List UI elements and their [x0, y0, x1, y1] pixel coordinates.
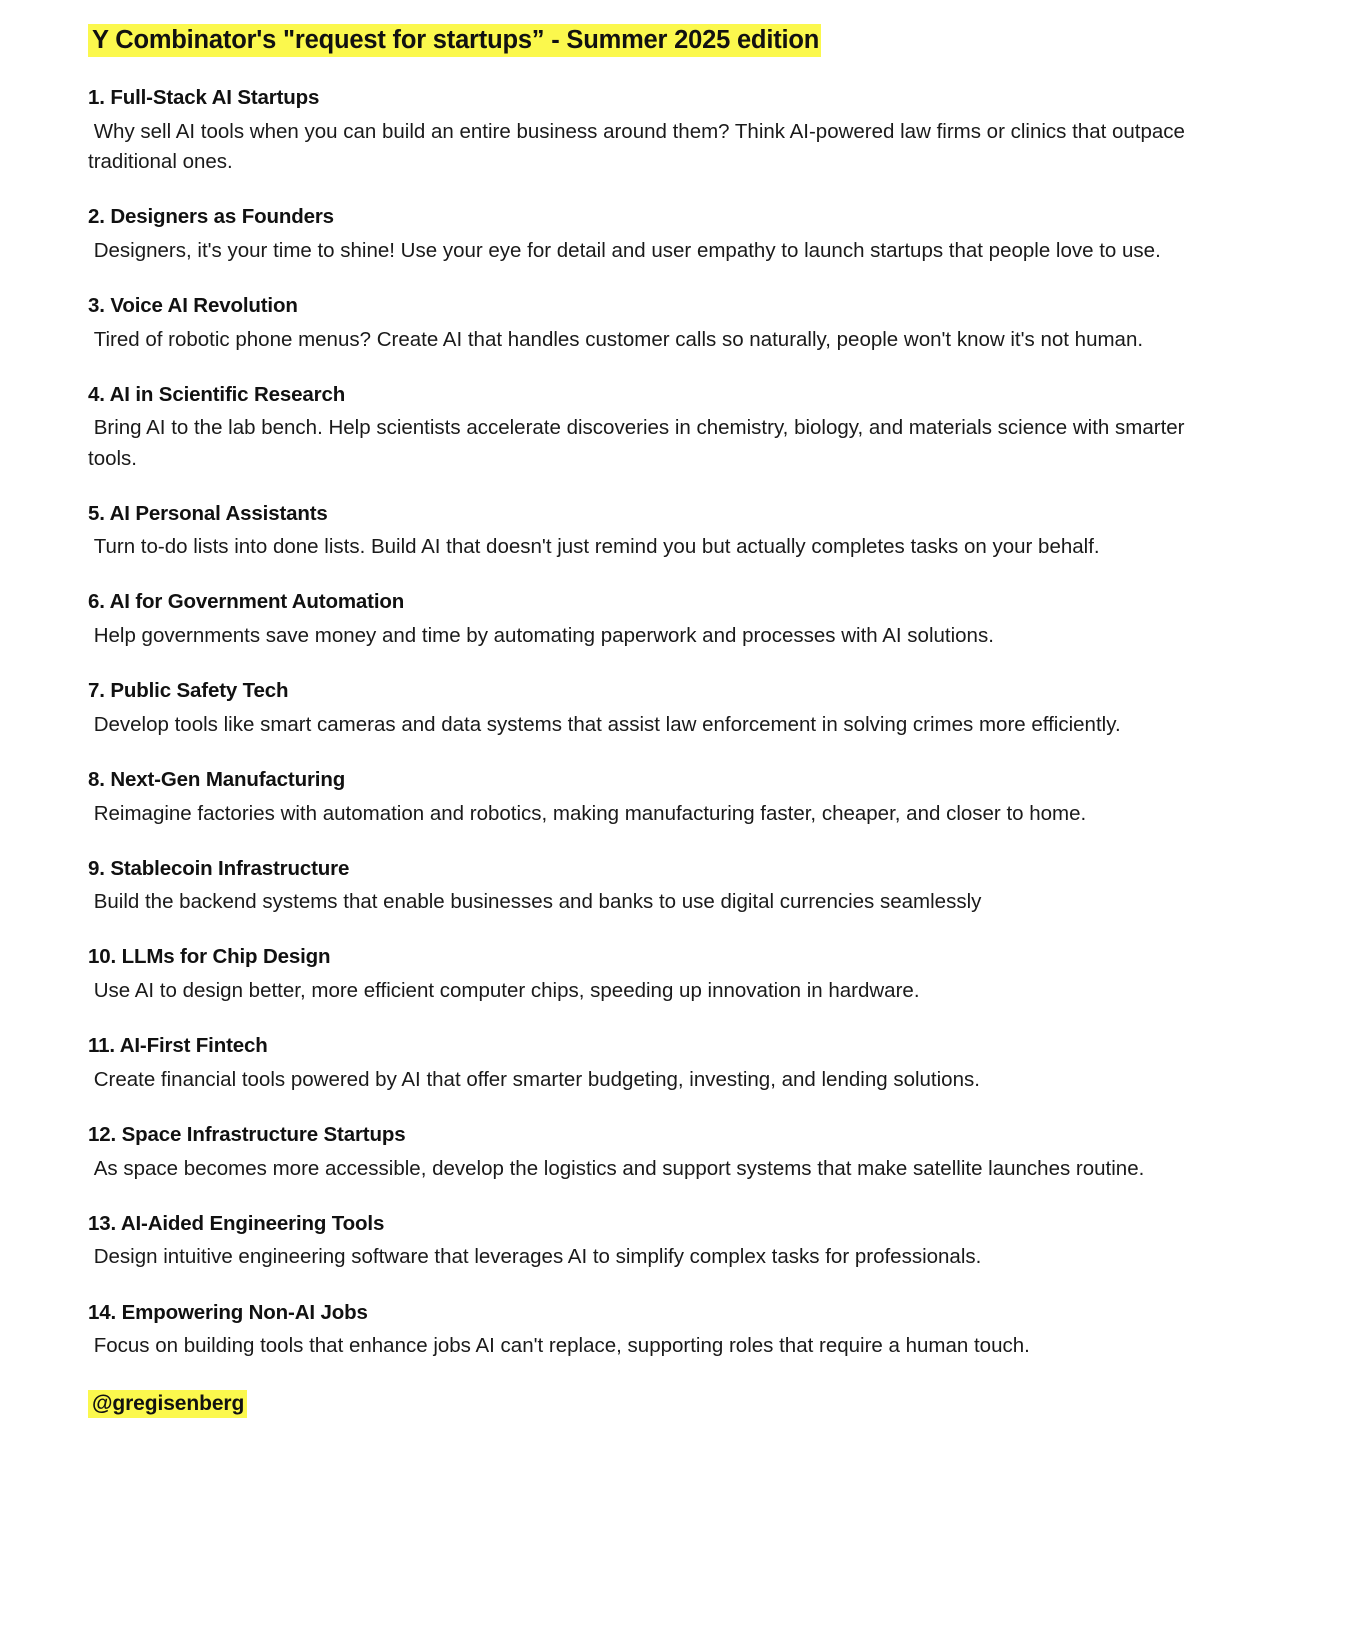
startup-idea-body: Develop tools like smart cameras and data systems that assist law enforcement in solving crimes more efficiently.	[88, 712, 1121, 736]
startup-idea-heading: 12. Space Infrastructure Startups	[88, 1122, 406, 1146]
startup-ideas-list	[88, 85, 1256, 1361]
startup-idea-item	[88, 204, 1256, 266]
startup-idea-body: Build the backend systems that enable businesses and banks to use digital currencies seamlessly	[88, 890, 982, 914]
startup-idea-item	[88, 293, 1256, 355]
startup-idea-heading: 6. AI for Government Automation	[88, 590, 405, 614]
startup-idea-heading: 13. AI-Aided Engineering Tools	[88, 1211, 385, 1235]
startup-idea-item	[88, 1122, 1256, 1184]
startup-idea-body: As space becomes more accessible, develop the logistics and support systems that make satellite launches routine.	[88, 1156, 1145, 1180]
startup-idea-body: Designers, it's your time to shine! Use your eye for detail and user empathy to launch startups that people love to use.	[88, 238, 1161, 262]
startup-idea-body: Design intuitive engineering software that leverages AI to simplify complex tasks for professionals.	[88, 1245, 982, 1269]
startup-idea-item	[88, 382, 1256, 474]
page-title-highlighted-text: Y Combinator's "request for startups” - Summer 2025 edition	[88, 24, 821, 57]
startup-idea-item	[88, 85, 1256, 177]
startup-idea-body: Turn to-do lists into done lists. Build AI that doesn't just remind you but actually completes tasks on your behalf.	[88, 535, 1100, 559]
startup-idea-heading: 10. LLMs for Chip Design	[88, 945, 331, 969]
author-handle-highlighted-text: @gregisenberg	[88, 1390, 247, 1418]
startup-idea-body: Use AI to design better, more efficient computer chips, speeding up innovation in hardware.	[88, 979, 920, 1003]
startup-idea-heading: 8. Next-Gen Manufacturing	[88, 767, 346, 791]
startup-idea-heading: 3. Voice AI Revolution	[88, 293, 298, 317]
startup-idea-body: Focus on building tools that enhance jobs AI can't replace, supporting roles that require a human touch.	[88, 1334, 1030, 1358]
startup-idea-item	[88, 767, 1256, 829]
startup-idea-heading: 9. Stablecoin Infrastructure	[88, 856, 350, 880]
startup-idea-item	[88, 1300, 1256, 1362]
startup-idea-item	[88, 589, 1256, 651]
startup-idea-body: Create financial tools powered by AI that offer smarter budgeting, investing, and lending solutions.	[88, 1067, 980, 1091]
startup-idea-item	[88, 1033, 1256, 1095]
startup-idea-body: Why sell AI tools when you can build an entire business around them? Think AI-powered law firms or clinics that outpace traditional ones.	[88, 119, 1191, 174]
startup-idea-item	[88, 501, 1256, 563]
startup-idea-heading: 7. Public Safety Tech	[88, 679, 289, 703]
page-title	[88, 26, 1256, 55]
startup-idea-heading: 1. Full-Stack AI Startups	[88, 86, 320, 110]
author-handle	[88, 1391, 1256, 1416]
startup-idea-item	[88, 678, 1256, 740]
startup-idea-item	[88, 944, 1256, 1006]
startup-idea-heading: 2. Designers as Founders	[88, 205, 334, 229]
startup-idea-heading: 5. AI Personal Assistants	[88, 501, 328, 525]
startup-idea-heading: 14. Empowering Non-AI Jobs	[88, 1300, 368, 1324]
startup-idea-heading: 11. AI-First Fintech	[88, 1034, 268, 1058]
startup-idea-body: Tired of robotic phone menus? Create AI that handles customer calls so naturally, people won't know it's not human.	[88, 327, 1144, 351]
startup-idea-body: Help governments save money and time by automating paperwork and processes with AI solutions.	[88, 624, 994, 648]
startup-idea-body: Reimagine factories with automation and robotics, making manufacturing faster, cheaper, and closer to home.	[88, 801, 1087, 825]
startup-idea-body: Bring AI to the lab bench. Help scientists accelerate discoveries in chemistry, biology, and materials science with smarter tools.	[88, 416, 1191, 470]
startup-idea-item	[88, 856, 1256, 918]
startup-idea-heading: 4. AI in Scientific Research	[88, 382, 346, 406]
startup-idea-item	[88, 1211, 1256, 1273]
